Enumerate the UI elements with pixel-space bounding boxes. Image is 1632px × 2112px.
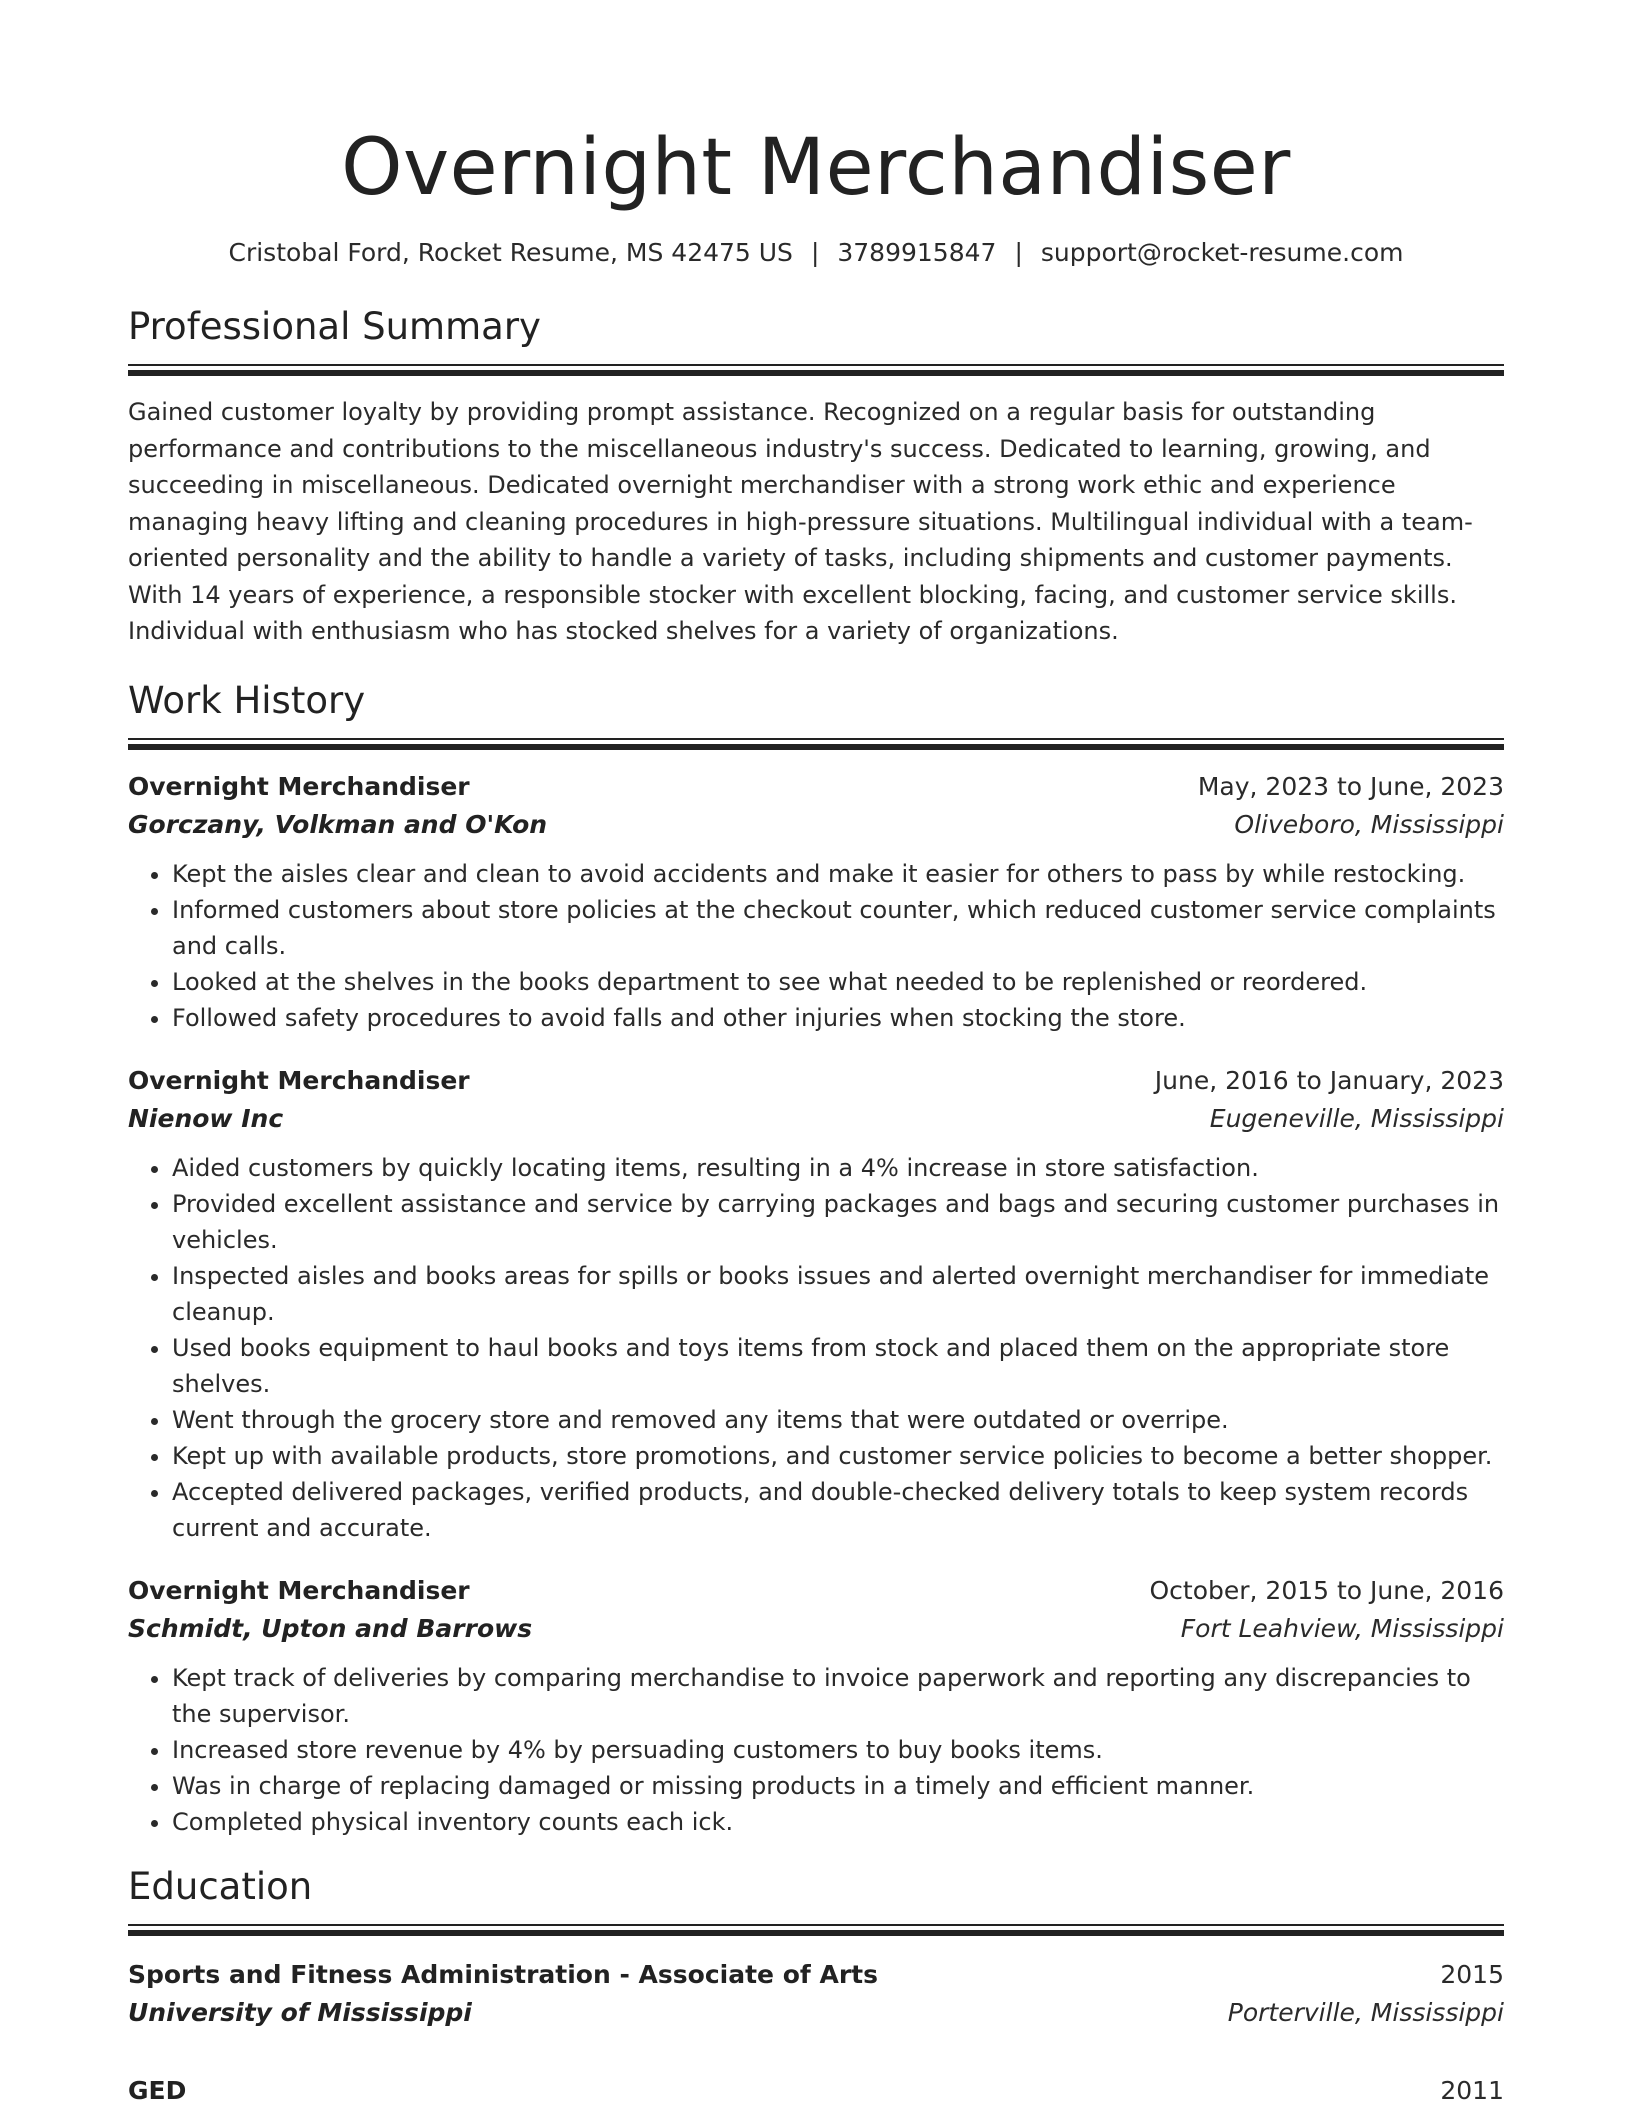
section-divider xyxy=(128,364,1504,374)
job-bullet: • Used books equipment to haul books and toys items from stock and placed them on the appropriate store shelves. xyxy=(172,1330,1504,1402)
job-dates: June, 2016 to January, 2023 xyxy=(1154,1065,1504,1095)
job-bullets xyxy=(128,1150,1504,1546)
section-heading-work-history: Work History xyxy=(128,678,366,722)
job-bullet: • Informed customers about store policies at the checkout counter, which reduced customer service complaints and calls. xyxy=(172,892,1504,964)
company-name: Schmidt, Upton and Barrows xyxy=(128,1613,533,1643)
section-heading-summary: Professional Summary xyxy=(128,305,541,348)
job-dates: October, 2015 to June, 2016 xyxy=(1149,1575,1504,1605)
job-bullet: • Looked at the shelves in the books department to see what needed to be replenished or reordered. xyxy=(172,964,1504,1000)
job-bullet: • Inspected aisles and books areas for spills or books issues and alerted overnight merchandiser for immediate cleanup. xyxy=(172,1258,1504,1330)
graduation-year: 2011 xyxy=(1440,2075,1504,2105)
contact-separator: | xyxy=(810,238,820,267)
job-bullet: • Increased store revenue by 4% by persuading customers to buy books items. xyxy=(172,1732,1504,1768)
job-bullets xyxy=(128,1660,1504,1840)
job-location: Eugeneville, Mississippi xyxy=(1209,1103,1504,1133)
company-name: Nienow Inc xyxy=(128,1103,284,1133)
job-location: Oliveboro, Mississippi xyxy=(1234,809,1504,839)
job-bullets xyxy=(128,856,1504,1036)
job-title: Overnight Merchandiser xyxy=(128,771,470,801)
summary-section xyxy=(128,302,1504,650)
work-history-section xyxy=(128,676,1504,1840)
contact-phone: 3789915847 xyxy=(837,238,997,267)
education-section xyxy=(128,1862,1504,2110)
degree-name: GED xyxy=(128,2075,187,2105)
job-bullet: • Kept up with available products, store promotions, and customer service policies to become a better shopper. xyxy=(172,1438,1504,1474)
job-entry xyxy=(128,1572,1504,1840)
section-heading-education: Education xyxy=(128,1864,313,1908)
job-bullet: • Kept track of deliveries by comparing merchandise to invoice paperwork and reporting any discrepancies to the supervisor. xyxy=(172,1660,1504,1732)
contact-email[interactable]: support@rocket-resume.com xyxy=(1040,238,1404,267)
contact-line xyxy=(128,236,1504,270)
job-bullet: • Accepted delivered packages, verified products, and double-checked delivery totals to keep system records current and accurate. xyxy=(172,1474,1504,1546)
job-bullet: • Completed physical inventory counts each ick. xyxy=(172,1804,1504,1840)
job-location: Fort Leahview, Mississippi xyxy=(1180,1613,1504,1643)
education-entry xyxy=(128,2072,1504,2110)
resume-title: Overnight Merchandiser xyxy=(341,123,1291,213)
school-location: Porterville, Mississippi xyxy=(1227,1997,1504,2027)
section-divider xyxy=(128,738,1504,748)
job-dates: May, 2023 to June, 2023 xyxy=(1197,771,1504,801)
job-bullet: • Was in charge of replacing damaged or missing products in a timely and efficient manner. xyxy=(172,1768,1504,1804)
job-bullet: • Followed safety procedures to avoid falls and other injuries when stocking the store. xyxy=(172,1000,1504,1036)
section-divider xyxy=(128,1924,1504,1934)
contact-separator: | xyxy=(1014,238,1023,267)
resume-page xyxy=(128,0,1504,2110)
job-bullet: • Kept the aisles clear and clean to avoid accidents and make it easier for others to pass by while restocking. xyxy=(172,856,1504,892)
company-name: Gorczany, Volkman and O'Kon xyxy=(128,809,548,839)
education-entry xyxy=(128,1956,1504,2032)
school-name: University of Mississippi xyxy=(128,1997,472,2027)
contact-address: Cristobal Ford, Rocket Resume, MS 42475 US xyxy=(228,238,793,267)
summary-text: Gained customer loyalty by providing prompt assistance. Recognized on a regular basis for outstanding performance and contributions to the miscellaneous industry's success. Dedicated to learning, growing, and succeeding in miscellaneous. Dedicated overnight merchandiser with a strong work ethic and experience managing heavy lifting and cleaning procedures in high-pressure situations. Multilingual individual with a team-oriented personality and the ability to handle a variety of tasks, including shipments and customer payments. With 14 years of experience, a responsible stocker with excellent blocking, facing, and customer service skills. Individual with enthusiasm who has stocked shelves for a variety of organizations. xyxy=(128,398,1473,645)
job-bullet: • Went through the grocery store and removed any items that were outdated or overripe. xyxy=(172,1402,1504,1438)
degree-name: Sports and Fitness Administration - Associate of Arts xyxy=(128,1959,878,1989)
job-entry xyxy=(128,1062,1504,1546)
graduation-year: 2015 xyxy=(1440,1959,1504,1989)
job-title: Overnight Merchandiser xyxy=(128,1575,470,1605)
job-entry xyxy=(128,768,1504,1036)
job-bullet: • Provided excellent assistance and service by carrying packages and bags and securing customer purchases in vehicles. xyxy=(172,1186,1504,1258)
job-title: Overnight Merchandiser xyxy=(128,1065,470,1095)
job-bullet: • Aided customers by quickly locating items, resulting in a 4% increase in store satisfaction. xyxy=(172,1150,1504,1186)
